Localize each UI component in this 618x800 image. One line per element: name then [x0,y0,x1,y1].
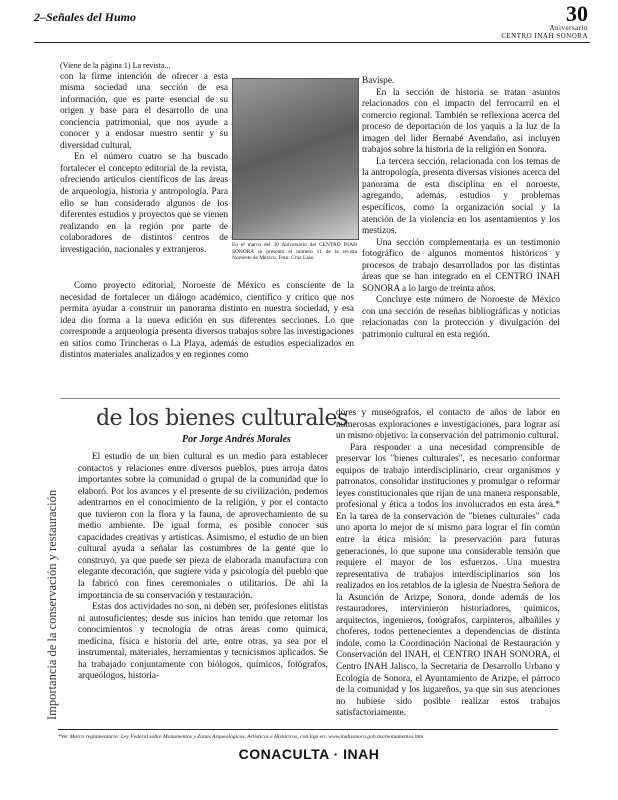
anniversary-number: 30 [566,1,588,26]
paragraph: Estas dos actividades no son, ni deben ser, profesiones elitistas ni autosuficientes; desde sus inicios han tenido que retomar los conocimientos y tecnología de otras áreas como química, medicina, física e historia del arte, entre otras, ya sea por el instrumental, materiales, herramientas y tecnicismos aplicados. Se ha trabajado conjuntamente con biólogos, químicos, fotógrafos, arqueólogos, historia- [78,602,328,682]
column-left-top [60,60,228,256]
newsletter-title: 2–Señales del Humo [34,10,137,24]
anniversary-logo [501,1,588,40]
column-left-bottom [60,281,354,362]
paragraph: En el número cuatro se ha buscado fortalecer el concepto editorial de la revista, ofreciendo artículos científicos de las áreas de arqueología, historia y antropología. Para ello se han considerado algunos de los diferentes estudios y proyectos que se vienen realizando en la región por parte de colaboradores de distintos centros de investigación, nacionales y extranjeros. [60,152,228,255]
conaculta-inah-logo: CONACULTA · INAH [238,746,380,762]
section-title: de los bienes culturales [96,406,348,431]
paragraph: con la firme intención de ofrecer a esta misma sociedad una sección de esa información, que es parte esencial de su origen y base para el desarrollo de una conciencia patrimonial, que nos ayude a conocer y a endosar nuestro sentir y su diversidad cultural. [60,71,228,151]
paragraph: (Viene de la página 1) La revista... [60,61,171,70]
paragraph: Una sección complementaria es un testimonio fotográfico de algunos momentos históricos y procesos de trabajo desarrollados por las distintas áreas que se han integrado en el CENTRO INAH SONORA a lo largo de treinta años. [362,237,560,294]
paragraph: Concluye este número de Noroeste de México con una sección de reseñas bibliográficas y noticias relacionadas con la protección y divulgación del patrimonio cultural en esta región. [362,295,560,341]
header-rule [34,42,590,43]
paragraph: dores y museógrafos, el contacto de años de labor en numerosas exploraciones e investigaciones, para lograr así un mismo objetivo: la conservación del patrimonio cultural. [336,408,560,442]
article-column-left [78,452,328,683]
paragraph: Para responder a una necesidad comprensible de preservar los "bienes culturales", es necesario conformar equipos de trabajo interdisciplinario, crear organismos y patronatos, consolidar instituciones y promulgar o reformar leyes constitucionales que rijan de una manera responsable, profesional y ética a todos los involucrados en esta área.* En la tarea de la conservación de "bienes culturales" cada uno aporta lo mejor de sí mismo para lograr el fin común entre la ética misión: la preservación para futuras generaciones, lo que supone una considerable tensión que requiere el mayor de los esfuerzos. Una muestra representativa de trabajos interdisciplinarios son los realizados en los retablos de la iglesia de Nuestra Señora de la Asunción de Arizpe, Sonora, donde además de los restauradores, intervinieron historiadores, químicos, arquitectos, ingenieros, fotógrafos, carpinteros, albañiles y choferes, todos pertenecientes a dependencias de distinta índole, como la Coordinación Nacional de Restauración y Conservación del INAH, el CENTRO INAH SONORA, el Centro INAH Jalisco, la Secretaría de Desarrollo Urbano y Ecología de Sonora, el Ayuntamiento de Arizpe, el párroco de la comunidad y los lugareños, ya que sin sus atenciones no hubiese sido posible realizar estos trabajos satisfactoriamente. [336,442,560,719]
photo-caption: En el marco del 30 Aniversario del CENTRO INAH SONORA se presentó el número 11 de la revista Noroeste de México. Foto: Cruz Laso. [232,242,357,262]
paragraph: La tercera sección, relacionada con los temas de la antropología, presenta diversas visiones acerca del panorama de esta disciplina en el noroeste, agregando, además, estudios y problemas específicos, como la organización social y la atención de la violencia en los asentamientos y los mestizos. [362,156,560,237]
article-column-right [336,408,560,720]
footer-note: *Ver Marco reglamentario: Ley Federal sobre Monumentos y Zonas Arqueológicos, Artísticos e Históricos, con liga en: www.inahsonora.gob.mx/monumentos.htm [58,734,424,740]
paragraph: El estudio de un bien cultural es un medio para establecer contactos y relaciones entre diversos pueblos, pues arroja datos importantes sobre la comunidad o grupal de la comunidad que lo elaboró. Por los avances y el presente de su civilización, podemos adentrarnos en el conocimiento de la religión, y por el contacto que tuvieron con la flora y la fauna, de aprovechamiento de su medio ambiente. De igual forma, es posible conocer sus capacidades creativas y artísticas. Asimismo, el estudio de un bien cultural ayuda a señalar las costumbres de la gente que lo construyó, ya que puede ser pieza de elaborada manufactura con elegante decoración, que sugiere vida y psicología del pueblo que la fabricó con fines ceremoniales o utilitarios. De ahí la importancia de su conservación y restauración. [78,452,328,601]
anniversary-subtitle: CENTRO INAH SONORA [501,32,588,40]
paragraph: Bavispe. [362,76,395,86]
footer-rule [58,729,558,730]
paragraph: Como proyecto editorial, Noroeste de México es consciente de la necesidad de fortalecer un diálogo académico, científico y crítico que nos permita ayudar a construir un panorama distinto en nuestra sociedad, y esa idea dio forma a la nueva edición en sus diferentes secciones. Lo que corresponde a arqueología presenta diversos trabajos sobre las investigaciones en sitios como Trincheras o La Playa, además de estudios especializados en distintos materiales analizados y en regiones como [60,281,354,361]
article-author: Por Jorge Andrés Morales [182,434,291,445]
anniversary-word: Aniversario [549,24,588,32]
section-rule [60,398,560,399]
column-right-top [362,76,560,342]
section-vertical-title: Importancia de la conservación y restauración [45,489,59,720]
paragraph: En la sección de historia se tratan asuntos relacionados con el impacto del ferrocarril en el comercio regional. También se reflexiona acerca del proceso de deportación de los yaquis a la luz de la imagen del líder Bernabé Avendaño, así incluyen trabajos sobre la historia de la religión en Sonora. [362,87,560,156]
event-photo [232,78,359,240]
